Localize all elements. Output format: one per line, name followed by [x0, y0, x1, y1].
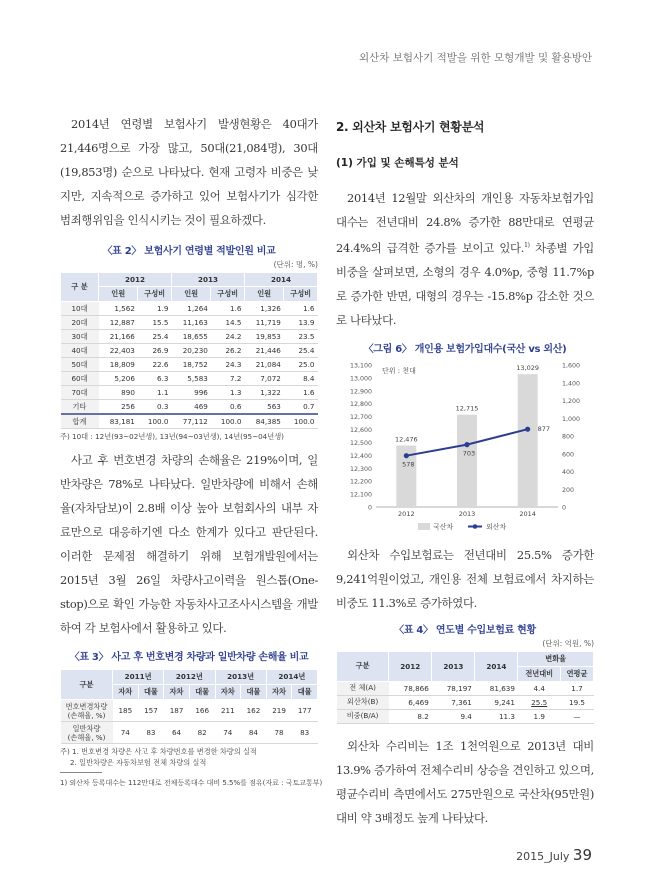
footnote-ref: 1): [524, 242, 530, 249]
table-cell: 70대: [61, 386, 99, 400]
table-cell: 13.9: [284, 316, 318, 330]
left-axis-tick: 12,400: [349, 452, 372, 460]
table-2-subhead: 인원: [99, 287, 138, 302]
footnote-divider: [60, 772, 102, 773]
legend-label: 국산차: [433, 522, 454, 531]
table-cell: 83: [292, 722, 318, 744]
table-cell: 78,866: [389, 681, 432, 695]
table-cell: —: [561, 709, 594, 723]
table-row: [61, 358, 318, 372]
table-row: [61, 344, 318, 358]
table-cell: 일반차량 (손해율, %): [61, 722, 113, 744]
table-cell: 30대: [61, 330, 99, 344]
table-cell: 26.9: [138, 344, 172, 358]
line-label: 877: [537, 424, 551, 433]
line-point: [464, 442, 469, 447]
table-cell: 19.5: [561, 695, 594, 709]
table-cell: 74: [215, 722, 241, 744]
bar-2013: [457, 414, 477, 506]
table-cell: 0.6: [211, 400, 245, 415]
table-cell: 5,206: [99, 372, 138, 386]
table-cell: 22.6: [138, 358, 172, 372]
bar-2014: [518, 374, 538, 507]
table-4-change-sub: 연평균: [561, 666, 594, 681]
line-label: 703: [462, 449, 476, 458]
table-cell: 890: [99, 386, 138, 400]
table-cell: 22,403: [99, 344, 138, 358]
table-cell: 21,446: [244, 344, 283, 358]
table-cell: 74: [113, 722, 139, 744]
table-3-subhead: 자차: [164, 685, 190, 700]
left-axis-tick: 13,000: [349, 375, 372, 383]
table-row: [61, 316, 318, 330]
table-cell: 211: [215, 700, 241, 722]
table-2-caption: 〈표 2〉 보험사기 연령별 적발인원 비교: [102, 246, 276, 257]
table-4-year: 2013: [432, 651, 475, 681]
left-axis-tick: 0: [367, 504, 372, 512]
table-cell: 14.5: [211, 316, 245, 330]
table-cell: 7,072: [244, 372, 283, 386]
table-cell: 1,562: [99, 302, 138, 316]
table-row: [61, 400, 318, 415]
left-axis-tick: 12,100: [349, 491, 372, 499]
table-3-subhead: 대물: [292, 685, 318, 700]
table-cell: 1.7: [561, 681, 594, 695]
table-2: [60, 272, 318, 429]
right-axis-tick: 800: [562, 433, 575, 441]
table-3-corner: 구분: [61, 670, 113, 700]
section-title: 2. 외산차 보험사기 현황분석: [336, 120, 485, 134]
bar-label: 13,029: [516, 363, 540, 372]
table-cell: 81,639: [475, 681, 518, 695]
table-cell: 8.4: [284, 372, 318, 386]
running-header: 외산차 보험사기 적발을 위한 모형개발 및 활용방안: [358, 52, 592, 64]
bar-label: 12,715: [455, 404, 479, 413]
table-cell: 157: [138, 700, 164, 722]
table-cell: 60대: [61, 372, 99, 386]
table-cell: 50대: [61, 358, 99, 372]
table-cell: 1.6: [211, 302, 245, 316]
table-cell: 18,809: [99, 358, 138, 372]
table-cell: 7,361: [432, 695, 475, 709]
line-point: [404, 453, 409, 458]
table-cell: 8.2: [389, 709, 432, 723]
table-cell: 9.4: [432, 709, 475, 723]
table-cell: 1,326: [244, 302, 283, 316]
x-tick-label: 2014: [519, 509, 536, 518]
chart-unit-label: 단위 : 천대: [382, 366, 416, 375]
right-column: [336, 112, 594, 830]
table-2-note: 주) 10대 : 12년(93~02년생), 13년(94~03년생), 14년(95~04년생): [60, 432, 284, 441]
table-cell: 전 체(A): [337, 681, 389, 695]
left-axis-tick: 12,600: [349, 426, 372, 434]
table-cell: 177: [292, 700, 318, 722]
table-2-subhead: 구성비: [211, 287, 245, 302]
left-paragraph-1: 2014년 연령별 보험사기 발생현황은 40대가 21,446명으로 가장 많고, 50대(21,084명), 30대(19,853명) 순으로 나타났다. 현재 고령자 비중은 낮지만, 지속적으로 증가하고 있어 보험사기가 심각한 범죄행위임을 인식시키는 것이 필요하겠다.: [60, 117, 318, 227]
table-cell: 18,752: [171, 358, 210, 372]
table-cell: 1,264: [171, 302, 210, 316]
left-axis-tick: 12,800: [349, 401, 372, 409]
table-3-caption: 〈표 3〉 사고 후 번호변경 차량과 일반차량 손해율 비교: [69, 652, 309, 663]
table-cell: 5,583: [171, 372, 210, 386]
table-3-subhead: 대물: [138, 685, 164, 700]
table-cell: 469: [171, 400, 210, 415]
page-number: 2015_July 39: [516, 846, 592, 864]
table-cell: 78: [266, 722, 292, 744]
table-4-unit: (단위: 억원, %): [542, 638, 594, 648]
left-axis-tick: 12,700: [349, 413, 372, 421]
table-2-unit: (단위: 명, %): [273, 260, 318, 269]
table-cell: 25.4: [284, 344, 318, 358]
table-row: [61, 700, 318, 722]
legend-marker: [473, 524, 478, 529]
table-cell: 563: [244, 400, 283, 415]
table-cell: 1.3: [211, 386, 245, 400]
table-3-subhead: 자차: [215, 685, 241, 700]
table-4-change-sub: 전년대비: [518, 666, 561, 681]
table-cell: 84,385: [244, 414, 283, 429]
table-3-year: 2013년: [215, 670, 266, 685]
left-column: [60, 112, 318, 768]
figure-6-chart: [336, 357, 594, 535]
table-3-subhead: 자차: [266, 685, 292, 700]
table-2-corner: 구 분: [61, 273, 99, 302]
left-axis-tick: 12,300: [349, 465, 372, 473]
table-cell: 6.3: [138, 372, 172, 386]
table-cell: 비중(B/A): [337, 709, 389, 723]
bar-label: 12,476: [394, 435, 418, 444]
table-cell: 21,084: [244, 358, 283, 372]
table-cell: 25.5: [518, 695, 561, 709]
table-cell: 100.0: [138, 414, 172, 429]
table-cell: 1.6: [284, 386, 318, 400]
table-cell: 12,887: [99, 316, 138, 330]
line-point: [525, 426, 530, 431]
legend-swatch-bar: [418, 523, 430, 530]
table-row: [61, 386, 318, 400]
table-row: [61, 722, 318, 744]
table-2-subhead: 구성비: [138, 287, 172, 302]
table-3-subhead: 대물: [241, 685, 267, 700]
table-cell: 40대: [61, 344, 99, 358]
legend-label: 외산차: [486, 522, 507, 531]
left-axis-tick: 12,500: [349, 439, 372, 447]
left-axis-tick: 12,200: [349, 478, 372, 486]
footnote: 1) 외산차 등록대수는 112만대로 전체등록대수 대비 5.5%를 점유(자료 : 국토교통부): [60, 779, 323, 787]
left-axis-tick: 13,100: [349, 362, 372, 370]
table-cell: 25.4: [138, 330, 172, 344]
table-2-subhead: 인원: [244, 287, 283, 302]
table-cell: 21,166: [99, 330, 138, 344]
table-row: [61, 372, 318, 386]
table-cell: 185: [113, 700, 139, 722]
table-3-subhead: 대물: [189, 685, 215, 700]
table-cell: 996: [171, 386, 210, 400]
right-paragraph-2: 외산차 수입보험료는 전년대비 25.5% 증가한 9,241억원이었고, 개인용 전체 보험료에서 차지하는 비중도 11.3%로 증가하였다.: [336, 547, 594, 610]
table-2-subhead: 구성비: [284, 287, 318, 302]
table-cell: 7.2: [211, 372, 245, 386]
table-cell: 1.9: [518, 709, 561, 723]
table-cell: 번호변경차량 (손해율, %): [61, 700, 113, 722]
table-cell: 26.2: [211, 344, 245, 358]
table-cell: 18,655: [171, 330, 210, 344]
table-3-subhead: 자차: [113, 685, 139, 700]
left-axis-tick: 12,900: [349, 388, 372, 396]
table-cell: 11,719: [244, 316, 283, 330]
table-cell: 1.6: [284, 302, 318, 316]
table-4-caption: 〈표 4〉 연도별 수입보험료 현황: [394, 624, 536, 636]
table-cell: 기타: [61, 400, 99, 415]
right-paragraph-3: 외산차 수리비는 1조 1천억원으로 2013년 대비 13.9% 증가하여 전체수리비 상승을 견인하고 있으며, 평균수리비 측면에서도 275만원으로 국산차(95만원) 대비 약 3배정도 높게 나타났다.: [336, 738, 594, 825]
table-cell: 162: [241, 700, 267, 722]
table-cell: 24.3: [211, 358, 245, 372]
table-row: [61, 414, 318, 429]
table-cell: 19,853: [244, 330, 283, 344]
right-axis-tick: 1,000: [562, 415, 581, 423]
table-3-note-1: 주) 1. 번호변경 차량은 사고 후 차량번호를 변경한 차량의 실적: [60, 747, 257, 756]
right-axis-tick: 0: [562, 504, 567, 512]
table-cell: 1.1: [138, 386, 172, 400]
table-2-year: 2012: [99, 273, 172, 287]
table-cell: 1,322: [244, 386, 283, 400]
line-label: 578: [402, 460, 415, 469]
table-cell: 100.0: [211, 414, 245, 429]
table-cell: 82: [189, 722, 215, 744]
right-axis-tick: 200: [562, 486, 575, 494]
table-row: [337, 709, 594, 723]
table-cell: 외산차(B): [337, 695, 389, 709]
table-3-year: 2011년: [113, 670, 164, 685]
table-cell: 20,230: [171, 344, 210, 358]
table-cell: 1.9: [138, 302, 172, 316]
table-cell: 25.0: [284, 358, 318, 372]
table-cell: 0.3: [138, 400, 172, 415]
table-cell: 9,241: [475, 695, 518, 709]
right-axis-tick: 400: [562, 468, 575, 476]
table-cell: 4.4: [518, 681, 561, 695]
table-cell: 219: [266, 700, 292, 722]
table-cell: 11.3: [475, 709, 518, 723]
right-axis-tick: 600: [562, 451, 575, 459]
table-3-note-2: 2. 일반차량은 자동차보험 전체 차량의 실적: [70, 758, 207, 767]
table-cell: 64: [164, 722, 190, 744]
right-axis-tick: 1,600: [562, 362, 581, 370]
table-cell: 24.2: [211, 330, 245, 344]
table-4-change-head: 변화율: [518, 651, 594, 666]
table-cell: 187: [164, 700, 190, 722]
table-4-corner: 구분: [337, 651, 389, 681]
table-cell: 83: [138, 722, 164, 744]
right-axis-tick: 1,400: [562, 380, 581, 388]
table-cell: 84: [241, 722, 267, 744]
table-3: [60, 669, 318, 744]
table-cell: 78,197: [432, 681, 475, 695]
table-2-subhead: 인원: [171, 287, 210, 302]
x-tick-label: 2012: [398, 509, 415, 518]
table-row: [61, 302, 318, 316]
table-cell: 10대: [61, 302, 99, 316]
table-4-year: 2014: [475, 651, 518, 681]
subsection-title: (1) 가입 및 손해특성 분석: [336, 157, 459, 169]
table-cell: 166: [189, 700, 215, 722]
right-axis-tick: 1,200: [562, 397, 581, 405]
table-cell: 15.5: [138, 316, 172, 330]
table-cell: 23.5: [284, 330, 318, 344]
right-paragraph-1: 2014년 12월말 외산차의 개인용 자동차보험가입대수는 전년대비 24.8% 증가한 88만대로 연평균 24.4%의 급격한 증가를 보이고 있다.$^{1)}$ 차종별 가입 비중을 살펴보면, 소형의 경우 4.0%p, 중형 11.7%p로 증가한 반면, 대형의 경우는 -15.8%p 감소한 것으로 나타났다.: [336, 191, 594, 327]
table-row: [337, 695, 594, 709]
table-3-year: 2012년: [164, 670, 215, 685]
table-row: [61, 330, 318, 344]
table-cell: 11,163: [171, 316, 210, 330]
table-cell: 83,181: [99, 414, 138, 429]
table-2-year: 2013: [171, 273, 244, 287]
table-cell: 100.0: [284, 414, 318, 429]
table-cell: 0.7: [284, 400, 318, 415]
table-4: [336, 651, 594, 724]
table-2-year: 2014: [244, 273, 317, 287]
left-paragraph-2: 사고 후 번호변경 차량의 손해율은 219%이며, 일반차량은 78%로 나타났다. 일반차량에 비해서 손해율(자차담보)이 2.8배 이상 높아 보험회사의 내부 자료만으로 대응하기엔 다소 한계가 있다고 판단된다. 이러한 문제점 해결하기 위해 보험개발원에서는 2015년 3월 26일 차량사고이력을 원스톱(One-stop)으로 확인 가능한 자동차사고조사시스템을 개발하여 각 보험사에서 활용하고 있다.: [60, 453, 318, 635]
table-cell: 256: [99, 400, 138, 415]
figure-6-caption: 〈그림 6〉 개인용 보험가입대수(국산 vs 외산): [363, 343, 567, 355]
table-cell: 77,112: [171, 414, 210, 429]
x-tick-label: 2013: [458, 509, 476, 518]
table-4-year: 2012: [389, 651, 432, 681]
table-cell: 합계: [61, 414, 99, 429]
table-row: [337, 681, 594, 695]
table-cell: 6,469: [389, 695, 432, 709]
table-3-year: 2014년: [266, 670, 317, 685]
table-cell: 20대: [61, 316, 99, 330]
